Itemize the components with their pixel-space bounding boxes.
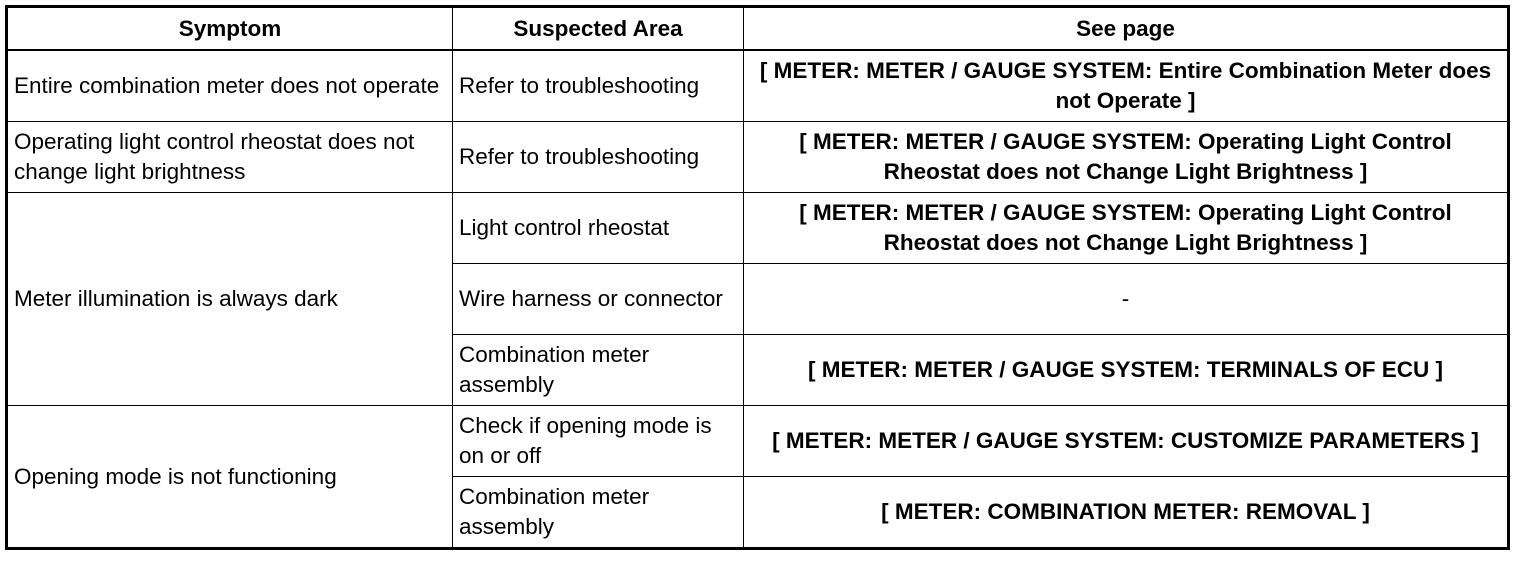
see-page-link[interactable]: [ METER: METER / GAUGE SYSTEM: CUSTOMIZE PARAMETERS ] xyxy=(744,406,1509,477)
symptom-cell: Meter illumination is always dark xyxy=(7,193,453,406)
symptom-cell: Opening mode is not functioning xyxy=(7,406,453,549)
header-symptom: Symptom xyxy=(7,7,453,51)
see-page-link[interactable]: [ METER: METER / GAUGE SYSTEM: Operating Light Control Rheostat does not Change Light Brightness ] xyxy=(744,193,1509,264)
see-page-link[interactable]: [ METER: METER / GAUGE SYSTEM: Entire Combination Meter does not Operate ] xyxy=(744,50,1509,122)
see-page-link[interactable]: [ METER: COMBINATION METER: REMOVAL ] xyxy=(744,477,1509,549)
suspected-area-cell: Light control rheostat xyxy=(453,193,744,264)
suspected-area-cell: Check if opening mode is on or off xyxy=(453,406,744,477)
table-row xyxy=(7,193,1509,264)
table-row xyxy=(7,50,1509,122)
symptom-table xyxy=(5,5,1510,550)
suspected-area-cell: Refer to troubleshooting xyxy=(453,50,744,122)
suspected-area-cell: Combination meter assembly xyxy=(453,335,744,406)
header-see-page: See page xyxy=(744,7,1509,51)
see-page-link[interactable]: [ METER: METER / GAUGE SYSTEM: TERMINALS OF ECU ] xyxy=(744,335,1509,406)
table-header-row xyxy=(7,7,1509,51)
table-row xyxy=(7,406,1509,477)
see-page-cell: - xyxy=(744,264,1509,335)
suspected-area-cell: Refer to troubleshooting xyxy=(453,122,744,193)
table-row xyxy=(7,122,1509,193)
header-suspected-area: Suspected Area xyxy=(453,7,744,51)
suspected-area-cell: Combination meter assembly xyxy=(453,477,744,549)
symptom-cell: Operating light control rheostat does not change light brightness xyxy=(7,122,453,193)
suspected-area-cell: Wire harness or connector xyxy=(453,264,744,335)
see-page-link[interactable]: [ METER: METER / GAUGE SYSTEM: Operating Light Control Rheostat does not Change Light Brightness ] xyxy=(744,122,1509,193)
symptom-cell: Entire combination meter does not operate xyxy=(7,50,453,122)
